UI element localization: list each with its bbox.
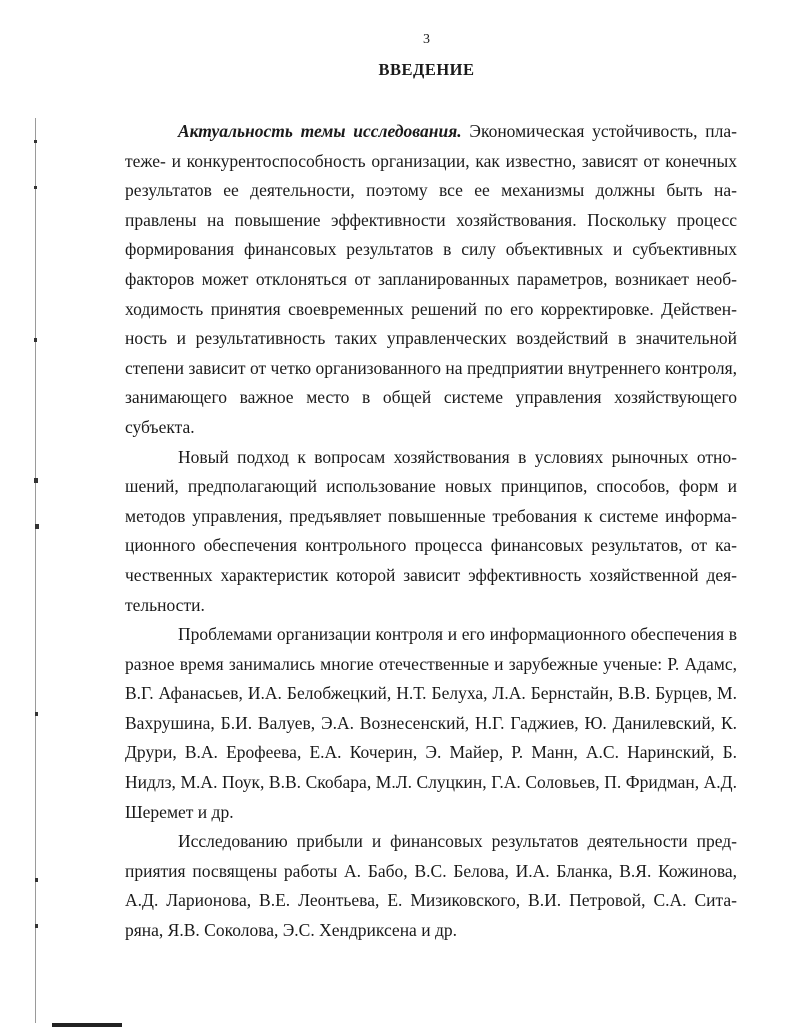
scan-mark	[35, 924, 38, 928]
paragraph-profit-studies: Исследованию прибыли и финансовых результатов деятельности предприятия посвящены работы А. Бабо, В.С. Белова, И.А. Бланка, В.Я. Кожинова, А.Д. Ларионова, В.Е. Леонтьева, Е. Мизиковского, В.И. Петровой, С.А. Ситаряна, Я.В. Соколова, Э.С. Хендриксена и др.	[125, 831, 737, 941]
paragraph-text: Экономическая устойчивость, платеже- и конкурентоспособность организации, как известно, зависят от конечных результатов ее деятельности, поэтому все ее механизмы должны быть направлены на повышение эффективности хозяйствования. Поскольку процесс формирования финансовых результатов в силу объективных и субъективных факторов может отклоняться от запланированных параметров, возникает необходимость принятия своевременных решений по его корректировке. Действенность и результативность таких управленческих воздействий в значительной степени зависит от четко организованного на предприятии внутреннего контроля, занимающего важное место в общей системе управления хозяйствующего субъекта.	[125, 121, 737, 437]
scan-mark	[34, 140, 37, 143]
scan-mark	[35, 712, 38, 716]
scan-mark	[35, 878, 38, 882]
paragraph-researchers: Проблемами организации контроля и его информационного обеспечения в разное время занимались многие отечественные и зарубежные ученые: Р. Адамс, В.Г. Афанасьев, И.А. Белобжецкий, Н.Т. Белуха, Л.А. Бернстайн, В.В. Бурцев, М. Вахрушина, Б.И. Валуев, Э.А. Вознесенский, Н.Г. Гаджиев, Ю. Данилевский, К. Друри, В.А. Ерофеева, Е.А. Кочерин, Э. Майер, Р. Манн, А.С. Наринский, Б. Нидлз, М.А. Поук, В.В. Скобара, М.Л. Слуцкин, Г.А. Соловьев, П. Фридман, А.Д. Шеремет и др.	[125, 624, 737, 822]
paragraph-new-approach: Новый подход к вопросам хозяйствования в условиях рыночных отношений, предполагающий использование новых принципов, способов, форм и методов управления, предъявляет повышенные требования к системе информационного обеспечения контрольного процесса финансовых результатов, от качественных характеристик которой зависит эффективность хозяйственной деятельности.	[125, 446, 737, 615]
scan-mark	[35, 524, 39, 529]
scan-mark	[34, 478, 38, 483]
paragraph-relevance	[125, 117, 737, 443]
paragraph-lead: Актуальность темы исследования.	[178, 121, 462, 141]
scan-footer-mark	[52, 1023, 122, 1027]
scan-margin-line	[35, 118, 36, 1023]
page-title: ВВЕДЕНИЕ	[378, 60, 475, 79]
scan-mark	[34, 186, 37, 189]
body-text	[125, 117, 737, 946]
scan-mark	[34, 338, 37, 342]
page-number: 3	[423, 32, 430, 47]
